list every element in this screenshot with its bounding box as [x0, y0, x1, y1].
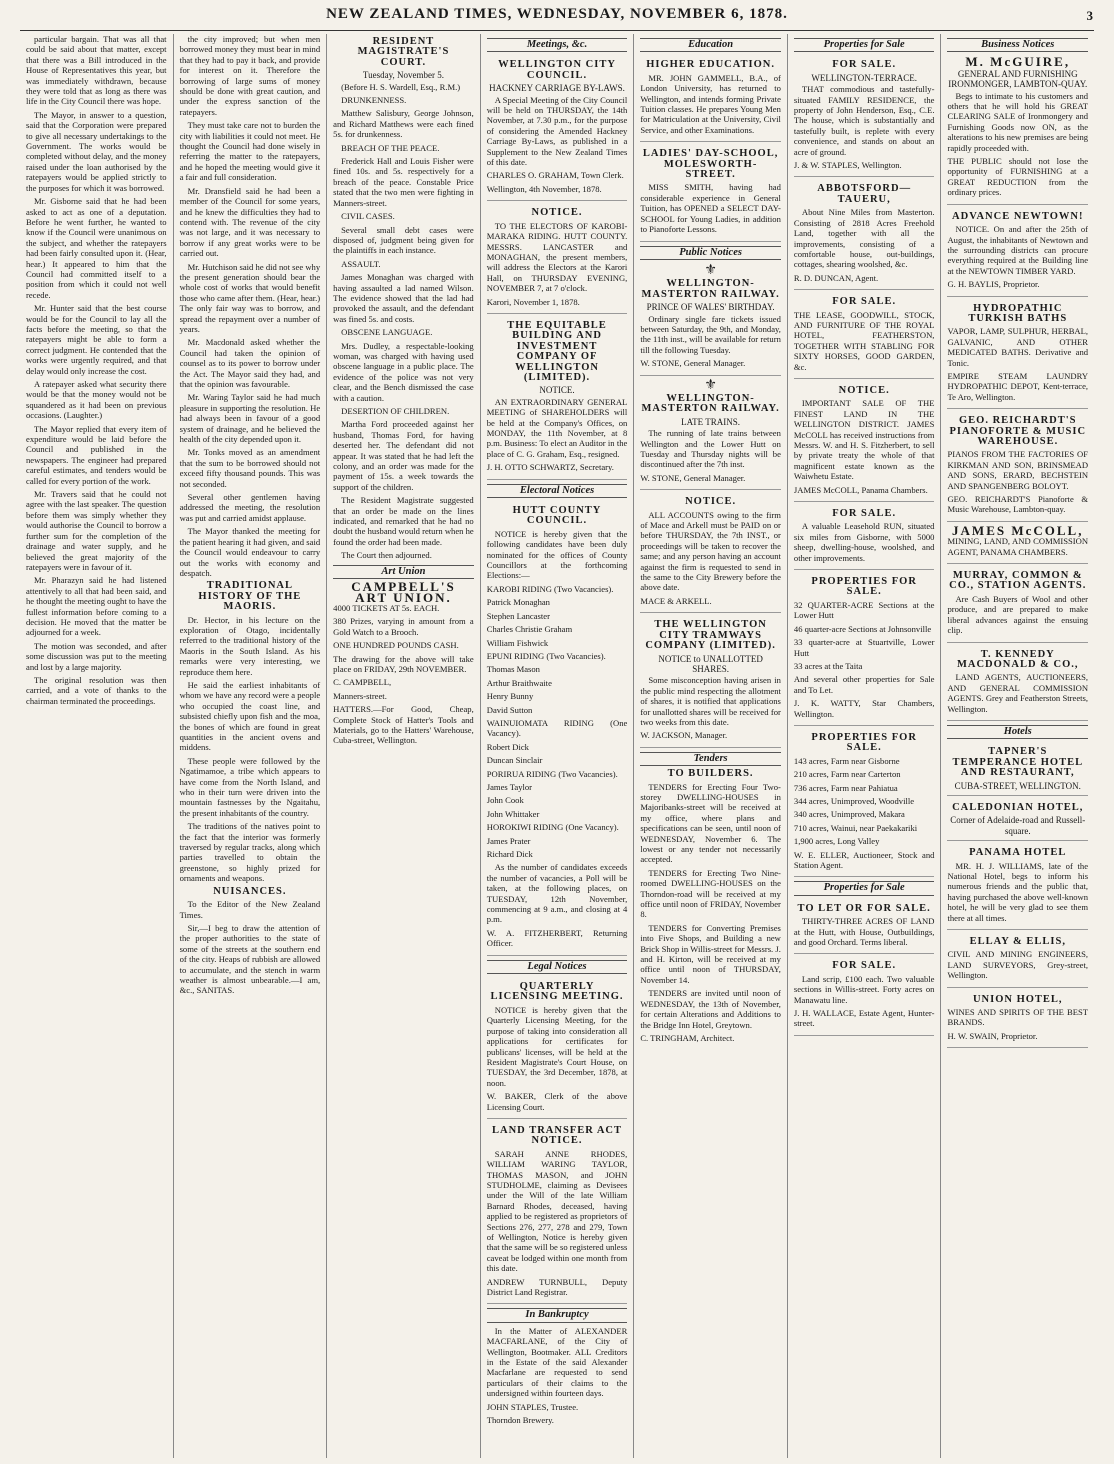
court-heading: RESIDENT MAGISTRATE'S COURT. [357, 36, 450, 68]
reichardt-sign: GEO. REICHARDT'S Pianoforte & Music Warehouse, Lambton-quay. [947, 494, 1089, 515]
property-line: 33 acres at the Taita [793, 660, 863, 671]
equitable-heading: THE EQUITABLE BUILDING AND INVESTMENT COMPANY OF WELLINGTON (LIMITED). [507, 319, 607, 383]
candidate-line: Thomas Mason [486, 664, 540, 675]
karori-notice [487, 203, 628, 314]
column-6 [787, 34, 941, 1458]
murray-advert [947, 566, 1088, 642]
properties-section-2: Properties for Sale [794, 881, 935, 895]
mace-arkell-notice [640, 492, 781, 613]
property-6 [794, 728, 935, 877]
mcguire-subheading: GENERAL AND FURNISHING IRONMONGER, LAMBTON-QUAY. [948, 68, 1088, 90]
article-paragraph: Mr. Gisborne said that he had been asked to act as one of a deputation. Before he went further, he wanted to know if the Council were unanimous on the subject, and whether the ratepayers had been fairly consulted upon it. (Hear, hear.) It appeared to him that the Council had committed itself to a position from which it could not well recede. [26, 196, 167, 300]
tramways-sign: W. JACKSON, Manager. [640, 730, 728, 741]
ellay-heading: ELLAY & ELLIS, [969, 936, 1066, 948]
higher-education-text: MR. JOHN GAMMELL, B.A., of London University, has returned to Wellington, and intends forming Private Tuition classes. He prepares Young Men for Matriculation at the University, Civil Service, and other Examinations. [640, 72, 781, 135]
equitable-subheading: NOTICE. [539, 385, 575, 396]
property-2-text: About Nine Miles from Masterton. Consisting of 2818 Acres Freehold Land, together with all the improvements, consisting of a comfortable house, out-buildings, cottages, shearing woolshed, &c. [793, 207, 935, 270]
crest-icon: ⚜ [704, 377, 717, 393]
property-notice-sign: JAMES McCOLL, Panama Chambers. [793, 484, 928, 495]
candidate-line: Henry Bunny [486, 691, 534, 702]
land-transfer-sign: ANDREW TURNBULL, Deputy District Land Registrar. [486, 1276, 628, 1298]
property-line: 340 acres, Unimproved, Makara [793, 809, 905, 820]
caledonian-heading: CALEDONIAN HOTEL, [952, 801, 1084, 813]
railway-2-sign: W. STONE, General Manager. [640, 472, 746, 483]
hydropathic-heading: HYDROPATHIC TURKISH BATHS [968, 302, 1068, 324]
tramways-text: Some misconception having arisen in the public mind respecting the allotment of shares, it is notified that applications for unallotted shares will be received for two weeks from this date. [640, 675, 781, 727]
mccoll-subheading: MINING, LAND, AND COMMISSION AGENT, PANAMA CHAMBERS. [947, 536, 1089, 557]
electoral-section: Electoral Notices [487, 484, 628, 498]
traditional-history-heading: TRADITIONAL HISTORY OF THE MAORIS. [198, 580, 302, 613]
property-7-text: THIRTY-THREE ACRES OF LAND at the Hutt, with House, Outbuildings, and good Orchard. Terms liberal. [793, 916, 935, 948]
court-paragraph: James Monaghan was charged with having assaulted a lad named Wilson. The evidence showed that the lad had provoked the assault, and the defendant was fined 5s. and costs. [333, 272, 474, 324]
history-paragraph: These people were followed by the Ngatimamoe, a tribe which appears to have come from the North Island, and who in their turn were driven into the mountain fastnesses by the Ngaitahu, the present inhabitants of the country. [179, 755, 321, 818]
meetings-section: Meetings, &c. [487, 38, 628, 52]
temperance-heading: TAPNER'S TEMPERANCE HOTEL AND RESTAURANT, [952, 746, 1084, 779]
railway-2-text: The running of late trains between Wellington and the Lower Hutt on Tuesday and Thursday nights will be discontinued after the 7th inst. [640, 428, 781, 470]
property-8-heading: FOR SALE. [832, 960, 897, 972]
caledonian-subheading: Corner of Adelaide-road and Russell-square. [950, 815, 1086, 836]
letter-paragraph: Sir,—I beg to draw the attention of the proper authorities to the state of some of the streets at the southern end of the city. Heaps of rubbish are allowed to accumulate, and the stench in warm weather is almost unbearable.—I am, &c., SANITAS. [179, 922, 321, 996]
art-union-line: 380 Prizes, varying in amount from a Gold Watch to a Brooch. [333, 616, 474, 637]
bankruptcy-text: In the Matter of ALEXANDER MACFARLANE, of the City of Wellington, Bootmaker. ALL Creditors in the Estate of the said Alexander Macfarlane are requested to send particulars of their claims to the undersigned within fourteen days. [486, 1325, 628, 1399]
newspaper-columns [20, 34, 1094, 1458]
ladies-school-heading: LADIES' DAY-SCHOOL, MOLESWORTH-STREET. [642, 148, 779, 181]
candidate-line: Patrick Monaghan [486, 597, 550, 608]
property-line: 736 acres, Farm near Pahiatua [793, 782, 898, 793]
panama-hotel-advert [947, 843, 1088, 930]
council-heading: WELLINGTON CITY COUNCIL. [498, 59, 616, 81]
bankruptcy-section: In Bankruptcy [487, 1308, 628, 1322]
equitable-notice [487, 316, 628, 480]
ellay-subheading: CIVIL AND MINING ENGINEERS, LAND SURVEYORS, Grey-street, Wellington. [947, 949, 1089, 981]
column-2 [173, 34, 327, 1458]
union-hotel-advert [947, 990, 1088, 1049]
column-3 [326, 34, 480, 1458]
article-paragraph: Mr. Hunter said that the best course would be for the Council to lay all the facts before the meeting, so that the ratepayers might be able to form a correct judgment. He contended that the works were urgently required, and that delay would only increase the cost. [26, 303, 167, 376]
candidate-line: WAINUIOMATA RIDING (One Vacancy). [486, 717, 628, 739]
murray-text: Are Cash Buyers of Wool and other produce, and are prepared to make liberal advances against the ensuing clip. [947, 593, 1089, 636]
temperance-hotel-advert [947, 742, 1088, 796]
caledonian-advert [947, 798, 1088, 841]
nuisances-heading: NUISANCES. [213, 885, 287, 897]
equitable-sign: J. H. OTTO SCHWARTZ, Secretary. [486, 462, 614, 473]
court-paragraph: The Resident Magistrate suggested that an order be made on the lines indicated, and remarked that he had no doubt the husband would return when he found the order had been made. [333, 495, 474, 547]
art-union-line: Manners-street. [333, 690, 387, 701]
properties-section: Properties for Sale [794, 38, 935, 52]
property-1-sign: J. & W. STAPLES, Wellington. [793, 160, 902, 171]
article-paragraph: Mr. Pharazyn said he had listened attentively to all that had been said, and he thought the meeting ought to have the fullest information before coming to a decision. He moved that the matter be adjourned for a week. [26, 575, 167, 638]
court-paragraph: Martha Ford proceeded against her husband, Thomas Ford, for having deserted her. The defendant did not appear. It was stated that he had left the colony, and an order was made for the payment of 15s. a week towards the support of the children. [333, 419, 474, 492]
candidate-line: John Whittaker [486, 808, 540, 819]
karori-date: Karori, November 1, 1878. [486, 296, 580, 307]
article-paragraph: Mr. Travers said that he could not agree with the last speaker. The question before them was simply whether they would authorise the Council to borrow a further sum for the completion of the drainage and water supply, and he believed the great majority of the ratepayers were in favour of it. [26, 489, 167, 572]
council-text: A Special Meeting of the City Council will be held on THURSDAY, the 14th November, at 7.30 p.m., for the purpose of considering the Amended Hackney Carriage By-Laws, as published in a Supplement to the New Zealand Times of this date. [486, 94, 628, 168]
column-1 [20, 34, 173, 1458]
railway-1-sign: W. STONE, General Manager. [640, 358, 746, 369]
tender-paragraph: TENDERS for Erecting Two Nine-roomed DWELLING-HOUSES on the Thorndon-road will be received at my office until noon of FRIDAY, November 8. [640, 867, 781, 920]
candidate-line: KAROBI RIDING (Two Vacancies). [486, 583, 614, 594]
court-paragraph: (Before H. S. Wardell, Esq., R.M.) [341, 81, 461, 92]
property-line: 143 acres, Farm near Gisborne [793, 755, 900, 766]
land-transfer-notice [487, 1121, 628, 1305]
masthead-rule [20, 30, 1094, 31]
candidate-line: Robert Dick [486, 741, 529, 752]
panama-text: MR. H. J. WILLIAMS, late of the National Hotel, begs to inform his numerous friends and the public that, having purchased the above well-known hotel, he will be very glad to see them there at all times. [947, 860, 1089, 923]
candidate-line: David Sutton [486, 704, 533, 715]
property-3-text: THE LEASE, GOODWILL, STOCK, AND FURNITURE OF THE ROYAL HOTEL, FEATHERSTON, TOGETHER WITH STABLING FOR SIXTY HORSES, GOOD GARDEN, &c. [793, 309, 935, 372]
article-paragraph: The Mayor replied that every item of expenditure would be laid before the Council and published in the newspapers. The engineer had prepared careful estimates, and tenders would be called for every portion of the work. [26, 423, 167, 486]
licensing-text: NOTICE is hereby given that the Quarterly Licensing Meeting, for the purpose of taking into consideration all applications for certificates for publicans' licenses, will be held at the Resident Magistrate's Court House, on TUESDAY, the 3rd December, 1878, at noon. [486, 1004, 628, 1088]
property-4-heading: FOR SALE. [832, 508, 897, 520]
article-paragraph: The original resolution was then carried, and a vote of thanks to the chairman terminated the proceedings. [26, 674, 167, 706]
art-union-line: ONE HUNDRED POUNDS CASH. [333, 640, 459, 651]
council-subheading: HACKNEY CARRIAGE BY-LAWS. [489, 83, 625, 94]
education-section: Education [640, 38, 781, 52]
article-paragraph: Mr. Tonks moved as an amendment that the sum to be borrowed should not exceed fifty thousand pounds. This was not seconded. [179, 447, 321, 489]
mace-arkell-text: ALL ACCOUNTS owing to the firm of Mace and Arkell must be PAID on or before THURSDAY, the 7th INST., or proceedings will be taken to recover the same; and any person having an account against the firm is requested to send in the same to the City Brewery before the above date. [640, 509, 781, 593]
court-paragraph: BREACH OF THE PEACE. [341, 142, 440, 153]
mcguire-heading: M. McGUIRE, [965, 54, 1071, 70]
railway-notice-1 [640, 263, 781, 376]
hutt-heading: HUTT COUNTY COUNCIL. [512, 505, 602, 527]
ladies-school-text: MISS SMITH, having had considerable experience in General Tuition, has OPENED a SELECT DAY-SCHOOL for Young Ladies, in addition to Pianoforte Lessons. [640, 182, 781, 235]
article-paragraph: The motion was seconded, and after some discussion was put to the meeting and lost by a large majority. [26, 640, 167, 672]
union-subheading: WINES AND SPIRITS OF THE BEST BRANDS. [947, 1007, 1089, 1028]
court-paragraph: Frederick Hall and Louis Fisher were fined 10s. and 5s. respectively for a breach of the peace. Constable Price stated that the two men were fighting in Manners-street. [333, 156, 474, 208]
history-paragraph: He said the earliest inhabitants of whom we have any record were a people who occupied the coast line, and subsisted chiefly upon fish and the moa, the bones of which are found in great quantities in the ancient ovens and middens. [179, 679, 321, 753]
article-paragraph: Mr. Dransfield said he had been a member of the Council for some years, and he knew the difficulties they had to contend with. The revenue of the city was not large, and it was necessary to borrow if any great works were to be carried out. [179, 185, 321, 259]
property-8-text: Land scrip, £100 each. Two valuable sections in Willis-street. Forty acres on Manawatu line. [793, 973, 935, 1005]
tender-sign: C. TRINGHAM, Architect. [640, 1032, 735, 1043]
tender-paragraph: TENDERS are invited until noon of WEDNESDAY, the 13th of November, for certain Alterations and Additions to the Bridge Inn Hotel, Greytown. [640, 988, 781, 1030]
equitable-text: AN EXTRAORDINARY GENERAL MEETING of SHAREHOLDERS will be held at the Company's Offices, on MONDAY, the 11th November, at 8 p.m. Business: To elect an Auditor in the place of C. G. Graham, Esq., resigned. [486, 396, 628, 459]
article-paragraph: They must take care not to burden the city with liabilities it could not meet. He thought the Council had done wisely in referring the matter to the ratepayers, and he hoped the meeting would give it a fair and full consideration. [179, 120, 321, 183]
hatters-advert: HATTERS.—For Good, Cheap, Complete Stock of Hatter's Tools and Materials, go to the Hatters' Warehouse, Cuba-street, Wellington. [333, 704, 474, 746]
public-notices-section: Public Notices [640, 246, 781, 260]
property-line: 1,900 acres, Long Valley [793, 836, 880, 847]
hutt-sign: W. A. FITZHERBERT, Returning Officer. [486, 927, 628, 949]
railway-2-heading: WELLINGTON-MASTERTON RAILWAY. [641, 392, 780, 415]
letter-paragraph: To the Editor of the New Zealand Times. [179, 899, 321, 920]
panama-heading: PANAMA HOTEL [969, 847, 1067, 859]
temperance-subheading: CUBA-STREET, WELLINGTON. [954, 780, 1081, 791]
reichardt-text: PIANOS FROM THE FACTORIES OF KIRKMAN AND SON, BRINSMEAD AND SONS, ERARD, BECHSTEIN AND SPANGENBERG BOLOYT. [947, 449, 1089, 491]
property-1 [794, 55, 935, 177]
candidate-line: William Fishwick [486, 637, 549, 648]
candidate-line: PORIRUA RIDING (Two Vacancies). [486, 768, 618, 779]
tender-paragraph: TENDERS for Converting Premises into Five Shops, and Building a new Brick Shop in Willis-street for Messrs. J. and H. Kirton, will be received at my office until noon of THURSDAY, November 14. [640, 922, 781, 985]
railway-1-text: Ordinary single fare tickets issued between Saturday, the 9th, and Monday, the 11th inst., will be available for return till the following Tuesday. [640, 313, 781, 355]
railway-2-subheading: LATE TRAINS. [681, 416, 741, 427]
legal-section: Legal Notices [487, 960, 628, 974]
mace-arkell-heading: NOTICE. [685, 496, 737, 508]
empire-laundry: EMPIRE STEAM LAUNDRY HYDROPATHIC DEPOT, Kent-terrace, Te Aro, Wellington. [947, 370, 1089, 402]
candidate-line: HOROKIWI RIDING (One Vacancy). [486, 822, 619, 833]
candidate-line: Charles Christie Graham [486, 624, 573, 635]
land-transfer-heading: LAND TRANSFER ACT NOTICE. [492, 1124, 623, 1147]
council-notice [487, 55, 628, 201]
mcguire-sign: THE PUBLIC should not lose the opportunity of FURNISHING at a GREAT REDUCTION from the ordinary prices. [947, 156, 1089, 198]
column-5 [633, 34, 787, 1458]
licensing-sign: W. BAKER, Clerk of the above Licensing Court. [486, 1091, 628, 1112]
tenders-section: Tenders [640, 752, 781, 766]
murray-heading: MURRAY, COMMON & CO., STATION AGENTS. [949, 570, 1087, 592]
property-1-heading: FOR SALE. [832, 59, 897, 71]
property-4 [794, 504, 935, 570]
mace-arkell-sign: MACE & ARKELL. [640, 595, 712, 606]
hotels-section: Hotels [947, 725, 1088, 739]
property-7 [794, 899, 935, 955]
hutt-text: NOTICE is hereby given that the following candidates have been duly nominated for the offices of County Councillors at the forthcoming Elections:— [486, 528, 628, 581]
property-5 [794, 572, 935, 726]
union-sign: H. W. SWAIN, Proprietor. [947, 1030, 1038, 1041]
candidate-line: James Taylor [486, 781, 533, 792]
history-paragraph: The traditions of the natives point to the fact that the interior was formerly traversed by regular tracks, along which parties travelled to obtain the greenstone, so highly prized for ornaments and weapons. [179, 821, 321, 884]
bankruptcy-sign: JOHN STAPLES, Trustee. [486, 1401, 579, 1412]
court-date: Tuesday, November 5. [362, 70, 444, 81]
railway-1-heading: WELLINGTON-MASTERTON RAILWAY. [641, 278, 780, 300]
court-paragraph: DRUNKENNESS. [341, 95, 407, 106]
property-line: 32 QUARTER-ACRE Sections at the Lower Hutt [793, 599, 935, 621]
land-transfer-text: SARAH ANNE RHODES, WILLIAM WARING TAYLOR, THOMAS MASON, and JOHN STUDHOLME, claiming as Devisees under the Will of the late William Barnard Rhodes, deceased, having applied to be registered as proprietors of Sections 276, 277, 278 and 279, Town of Wellington, Notice is hereby given that the same will be so registered unless caveat be lodged within one month from this date. [486, 1148, 628, 1274]
property-line: 33 quarter-acre at Stuartville, Lower Hutt [793, 637, 935, 658]
newtown-advert [947, 207, 1088, 297]
council-sign: CHARLES O. GRAHAM, Town Clerk. [486, 170, 624, 181]
article-paragraph: Several other gentlemen having addressed the meeting, the resolution was put and carried amidst applause. [179, 492, 321, 523]
crest-icon: ⚜ [704, 262, 717, 278]
art-union-line: 4000 TICKETS AT 5s. EACH. [333, 602, 440, 613]
kennedy-heading: T. KENNEDY MACDONALD & CO., [956, 648, 1079, 670]
property-3 [794, 292, 935, 379]
property-2 [794, 179, 935, 290]
property-5-heading: PROPERTIES FOR SALE. [811, 576, 917, 598]
ellay-advert [947, 932, 1088, 988]
kennedy-text: LAND AGENTS, AUCTIONEERS, AND GENERAL COMMISSION AGENTS. Grey and Featherston Streets, Wellington. [947, 672, 1089, 714]
court-paragraph: CIVIL CASES. [341, 211, 395, 222]
art-union-line: The drawing for the above will take place on FRIDAY, 29th NOVEMBER. [333, 653, 474, 674]
property-8 [794, 956, 935, 1035]
history-paragraph: Dr. Hector, in his lecture on the exploration of Otago, incidentally referred to the traditional history of the Maoris in the South Island. As his remarks were very interesting, we reproduce them here. [179, 614, 321, 677]
higher-education-heading: HIGHER EDUCATION. [646, 59, 776, 71]
court-paragraph: Mrs. Dudley, a respectable-looking woman, was charged with having used obscene language in a public place. The evidence of the police was not very clear, and the Bench dismissed the case with a caution. [333, 340, 474, 403]
property-2-heading: ABBOTSFORD—TAUERU, [817, 183, 912, 205]
article-paragraph: The Mayor, in answer to a question, said that the Corporation were prepared to give all necessary undertakings to the Government. The works would be completed without delay, and the money raised under the loan authorised by the ratepayers would be applied strictly to the purposes for which it was borrowed. [26, 109, 167, 193]
council-date: Wellington, 4th November, 1878. [486, 183, 602, 194]
article-paragraph: Mr. Waring Taylor said he had much pleasure in supporting the resolution. He had always been in favour of a good system of drainage, and he believed the health of the city depended upon it. [179, 392, 321, 445]
property-7-heading: TO LET OR FOR SALE. [797, 902, 931, 914]
mccoll-heading: JAMES McCOLL, [952, 522, 1084, 538]
property-line: 210 acres, Farm near Carterton [793, 769, 901, 780]
hutt-notice [487, 501, 628, 956]
article-paragraph: Mr. Hutchison said he did not see why the present generation should bear the whole cost of works that would benefit those who came after them. (Hear, hear.) The only fair way was to borrow, and spread the repayment over a number of years. [179, 261, 321, 334]
business-section: Business Notices [947, 38, 1088, 52]
article-paragraph: Mr. Macdonald asked whether the Council had taken the opinion of counsel as to its power to borrow under the Act. The Mayor said they had, and that the opinion was favourable. [179, 337, 321, 389]
candidate-line: James Prater [486, 835, 531, 846]
tender-paragraph: TENDERS for Erecting Four Two-storey DWELLING-HOUSES in Majoribanks-street will be received at my office, where plans and specifications can be seen, until noon of WEDNESDAY, November 6. The lowest or any tender not necessarily accepted. [640, 781, 781, 865]
newtown-text: NOTICE. On and after the 25th of August, the inhabitants of Newtown and the surrounding districts can procure everything required at the Building line at the NEWTOWN TIMBER YARD. [947, 224, 1089, 276]
hutt-text-2: As the number of candidates exceeds the number of vacancies, a Poll will be taken, at the following places, on TUESDAY, 12th November, commencing at 9 a.m., and closing at 4 p.m. [486, 862, 628, 925]
railway-1-subheading: PRINCE OF WALES' BIRTHDAY. [646, 302, 775, 313]
newtown-sign: G. H. BAYLIS, Proprietor. [947, 279, 1040, 290]
hydropathic-advert [947, 299, 1088, 410]
property-line: 46 quarter-acre Sections at Johnsonville [793, 623, 932, 634]
union-heading: UNION HOTEL, [972, 993, 1063, 1005]
ladies-school-advert [640, 144, 781, 241]
property-2-sign: R. D. DUNCAN, Agent. [793, 272, 879, 283]
railway-notice-2 [640, 378, 781, 491]
candidate-line: Stephen Lancaster [486, 610, 550, 621]
art-union-title: CAMPBELL'S ART UNION. [351, 579, 456, 605]
hydropathic-text: VAPOR, LAMP, SULPHUR, HERBAL, GALVANIC, AND OTHER MEDICATED BATHS. Derivative and Tonic. [947, 326, 1089, 368]
property-5-sign: J. K. WATTY, Star Chambers, Wellington. [793, 698, 935, 719]
masthead-title: NEW ZEALAND TIMES, WEDNESDAY, NOVEMBER 6, 1878. [326, 6, 788, 22]
candidate-line: John Cook [486, 795, 524, 806]
tramways-heading: THE WELLINGTON CITY TRAMWAYS COMPANY (LIMITED). [645, 619, 776, 652]
property-1-subheading: WELLINGTON-TERRACE. [811, 72, 917, 83]
higher-education-advert [640, 55, 781, 142]
masthead [20, 6, 1094, 30]
property-8-sign: J. H. WALLACE, Estate Agent, Hunter-street. [793, 1008, 935, 1029]
page-number: 3 [1086, 8, 1094, 23]
candidate-line: EPUNI RIDING (Two Vacancies). [486, 650, 606, 661]
candidate-line: Richard Dick [486, 849, 533, 859]
candidate-line: Duncan Sinclair [486, 755, 543, 766]
court-paragraph: Several small debt cases were disposed of, judgment being given for the plaintiffs in each instance. [333, 224, 474, 256]
column-4 [480, 34, 634, 1458]
karori-heading: NOTICE. [531, 207, 583, 219]
bankruptcy-place: Thorndon Brewery. [486, 1415, 554, 1426]
court-paragraph: Matthew Salisbury, George Johnson, and Richard Matthews were each fined 5s. for drunkenness. [333, 108, 474, 140]
court-paragraph: OBSCENE LANGUAGE. [341, 327, 433, 338]
article-paragraph: the city improved; but when men borrowed money they must bear in mind that they had to pay it back, and provide for interest on it. Therefore the borrowing of large sums of money should be done with great caution, and under the express sanction of the ratepayers. [179, 34, 321, 117]
property-line: 344 acres, Unimproved, Woodville [793, 795, 915, 806]
property-4-text: A valuable Leasehold RUN, situated six miles from Gisborne, with 5000 sheep, dwelling-house, woolshed, and other improvements. [793, 521, 935, 563]
mcguire-advert [947, 55, 1088, 204]
licensing-notice [487, 977, 628, 1119]
article-paragraph: particular bargain. That was all that could be said about that matter, except that there was a Bill introduced in the House of Representatives this year, but was immediately withdrawn, because they were told that as long as there was life in the City Council there was hope. [26, 34, 167, 107]
property-6-heading: PROPERTIES FOR SALE. [811, 731, 917, 754]
property-1-text: THAT commodious and tastefully-situated FAMILY RESIDENCE, the property of John Henderson, Esq., C.E. The house, which is substantially and tastefully built, is replete with every convenience, and stands on about an acre of ground. [793, 84, 935, 157]
mcguire-text: Begs to intimate to his customers and others that he will hold his GREAT CLEARING SALE of Ironmongery and Furnishing Goods now ON, as the alterations to his new premises are being rapidly proceeded with. [947, 90, 1089, 153]
property-6-sign: W. E. ELLER, Auctioneer, Stock and Station Agent. [793, 849, 935, 870]
property-line: 710 acres, Wainui, near Paekakariki [793, 822, 918, 833]
column-7 [940, 34, 1094, 1458]
property-notice-heading: NOTICE. [838, 384, 890, 396]
newtown-heading: ADVANCE NEWTOWN! [952, 210, 1084, 222]
licensing-heading: QUARTERLY LICENSING MEETING. [490, 981, 624, 1003]
tramways-notice [640, 615, 781, 747]
art-union-section: Art Union [333, 565, 474, 579]
property-3-heading: FOR SALE. [832, 296, 897, 308]
mccoll-advert [947, 524, 1088, 564]
tender-heading: TO BUILDERS. [667, 768, 754, 780]
article-paragraph: The Mayor thanked the meeting for the patient hearing it had given, and said the Council would endeavour to carry out the works with economy and despatch. [179, 526, 321, 578]
kennedy-advert [947, 645, 1088, 721]
property-line: And several other properties for Sale and To Let. [793, 674, 935, 695]
property-notice-text: IMPORTANT SALE OF THE FINEST LAND IN THE WELLINGTON DISTRICT. JAMES McCOLL has received instructions from Messrs. W. and H. S. Fitzherbert, to sell by private treaty the whole of that magnificent estate known as the Waiwhetu Estate. [793, 398, 935, 482]
candidate-line: Arthur Braithwaite [486, 677, 552, 688]
karori-text: TO THE ELECTORS OF KAROBI-MARAKA RIDING. HUTT COUNTY. MESSRS. LANCASTER and MONAGHAN, the present members, will address the Electors at the Karori Hall, on THURSDAY EVENING, NOVEMBER 7, at 7 o'clock. [486, 220, 628, 294]
property-notice [794, 381, 935, 502]
tramways-subheading: NOTICE to UNALLOTTED SHARES. [658, 653, 763, 674]
art-union-line: C. CAMPBELL, [333, 677, 392, 688]
court-paragraph: DESERTION OF CHILDREN. [341, 406, 450, 416]
reichardt-advert [947, 411, 1088, 522]
court-paragraph: ASSAULT. [341, 258, 381, 269]
article-paragraph: A ratepayer asked what security there would be that the money would not be squandered as it had been on previous occasions. (Laughter.) [26, 379, 167, 421]
court-paragraph: The Court then adjourned. [341, 550, 432, 561]
reichardt-heading: GEO. REICHARDT'S PIANOFORTE & MUSIC WAREHOUSE. [949, 415, 1087, 447]
